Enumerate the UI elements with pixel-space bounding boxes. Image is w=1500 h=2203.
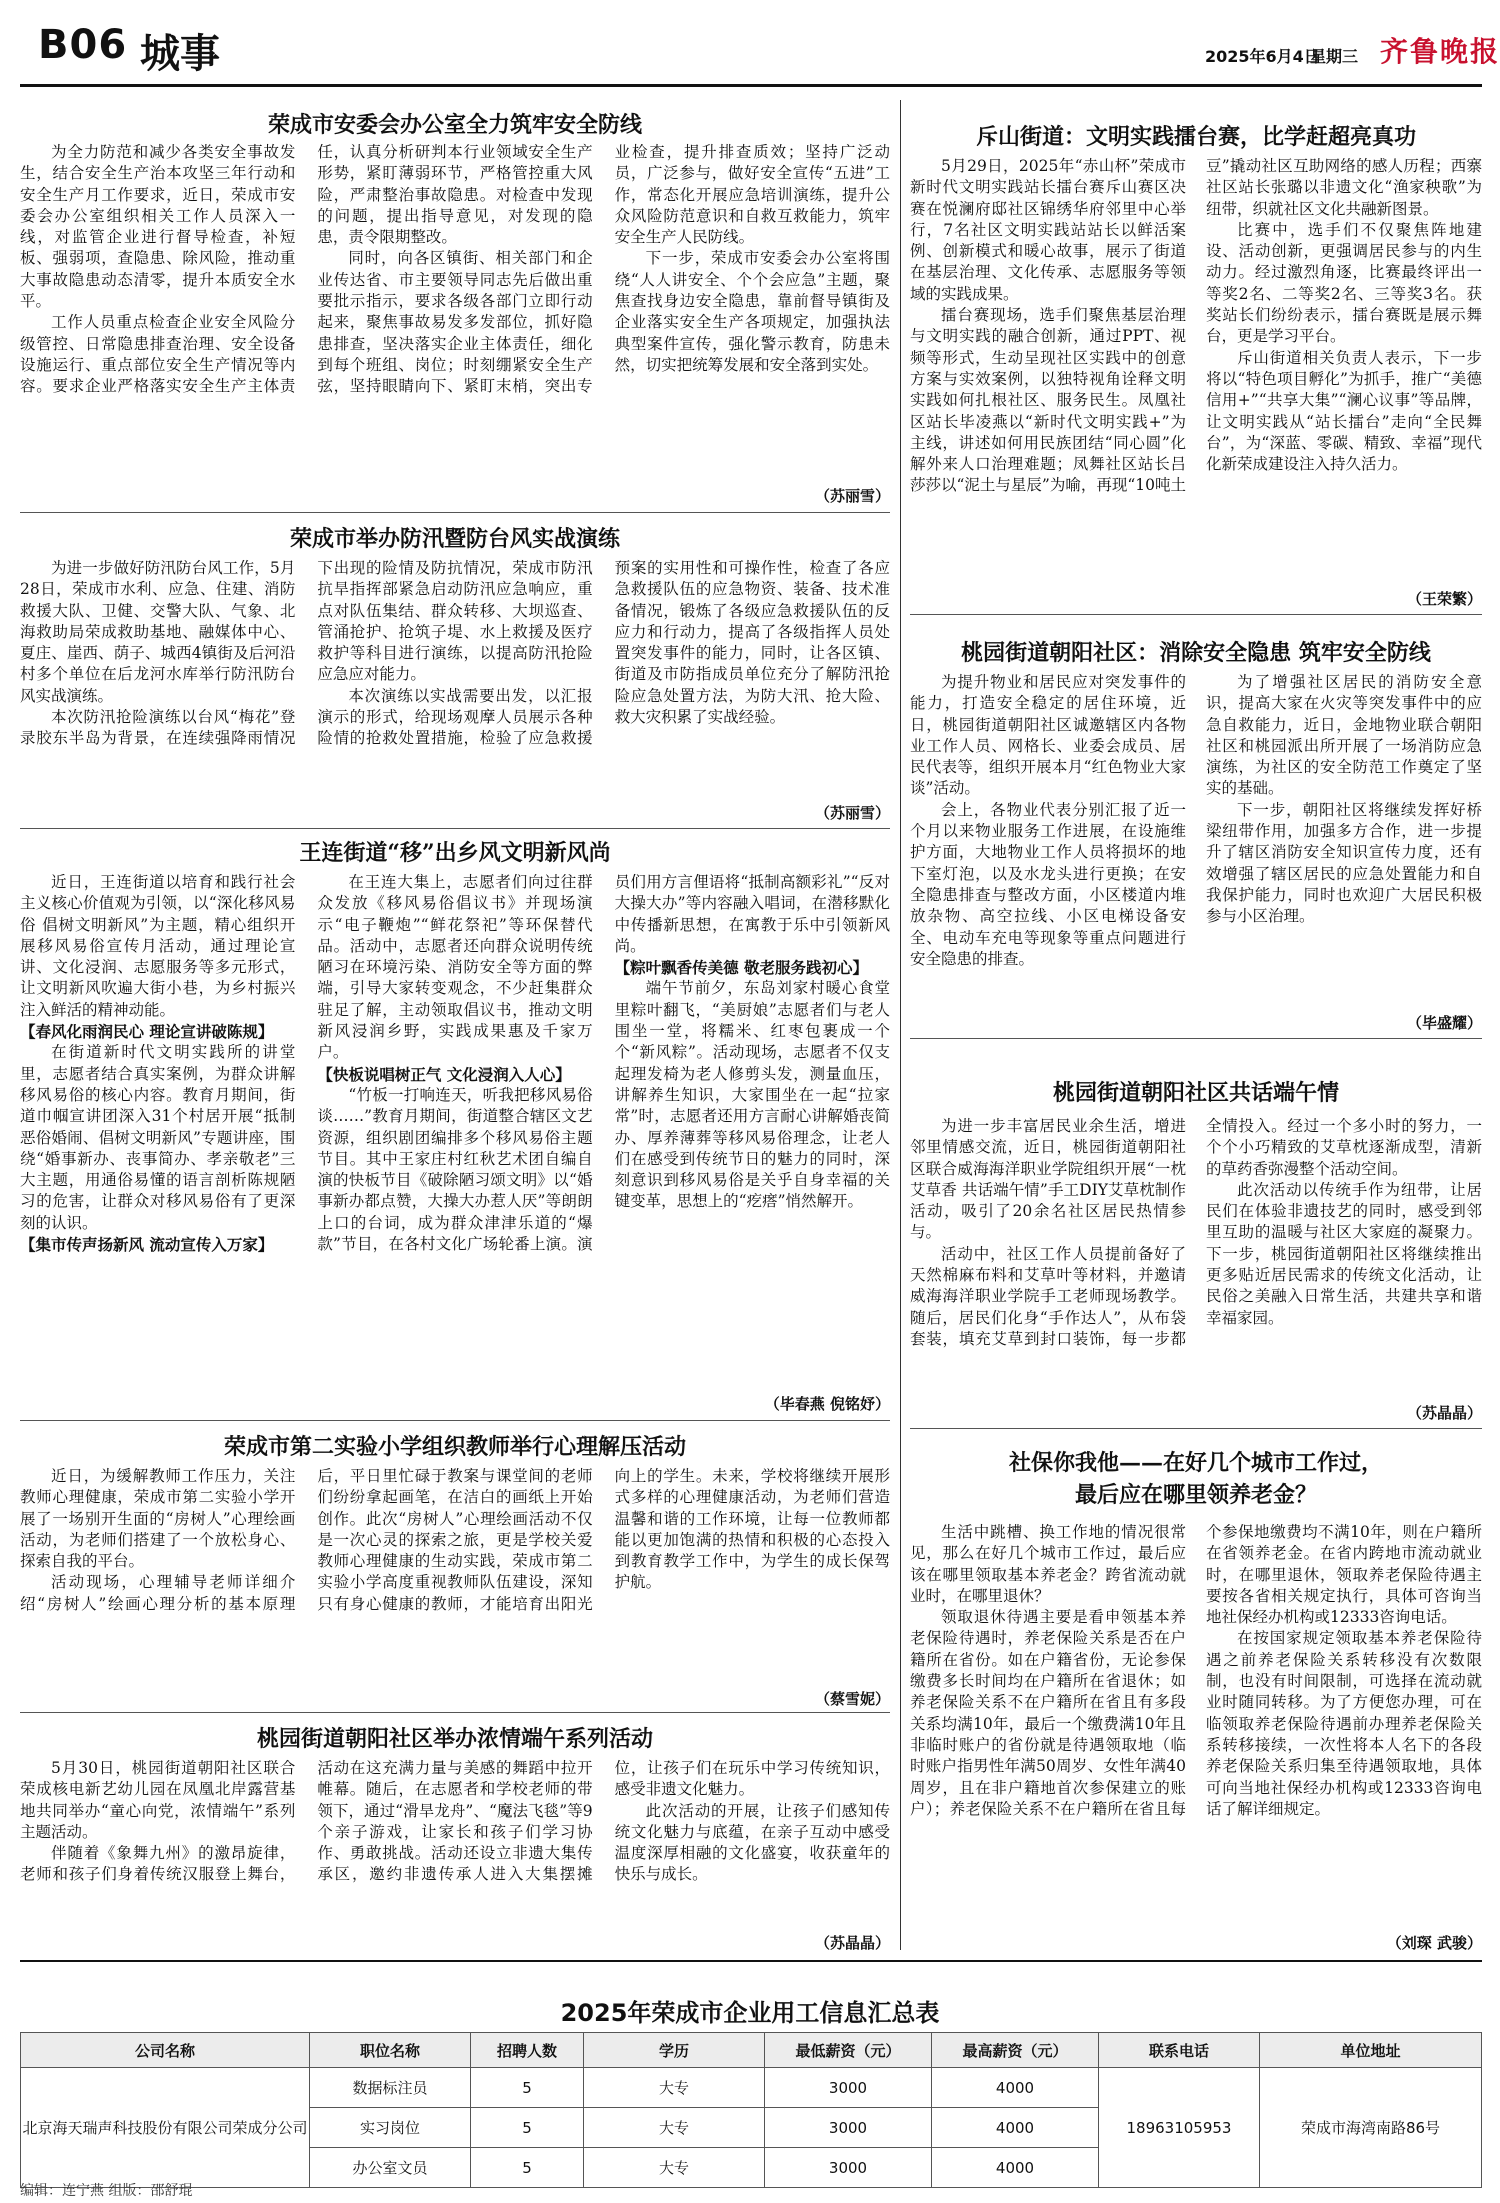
- min-salary-cell: 3000: [765, 2068, 932, 2108]
- min-salary-cell: 3000: [765, 2148, 932, 2188]
- table-header-row: [21, 2033, 1482, 2068]
- table-title: 2025年荣成市企业用工信息汇总表: [560, 1999, 940, 2027]
- article-author: （刘琛 武骏）: [1386, 1934, 1482, 1952]
- article-headline: 桃园街道朝阳社区：消除安全隐患 筑牢安全防线: [961, 640, 1431, 666]
- article-paragraph: 在王连大集上，志愿者们向过往群众发放《移风易俗倡议书》并现场演示“电子鞭炮”“鲜花祭祀”等环保替代品。活动中，志愿者还向群众说明传统陋习在环境污染、消防安全等方面的弊端，引导大家转变观念，不少赶集群众驻足了解，主动领取倡议书，推动文明新风浸润乡野，实践成果惠及千家万户。: [317, 873, 593, 1062]
- article-author: （毕盛耀）: [1406, 1014, 1482, 1032]
- article-paragraph: 5月29日，2025年“赤山杯”荣成市新时代文明实践站长擂台赛斥山赛区决赛在悦澜府邸社区锦绣华府邻里中心举行，7名社区文明实践站站长以鲜活案例、创新模式和暖心故事，展示了街道在基层治理、文化传承、志愿服务等领域的实践成果。: [910, 157, 1186, 303]
- count-cell: 5: [471, 2068, 584, 2108]
- newspaper-logo: 齐鲁晚报: [1380, 35, 1500, 68]
- article-body: [910, 1116, 1482, 1412]
- article-paragraph: 为提升物业和居民应对突发事件的能力，打造安全稳定的居住环境，近日，桃园街道朝阳社区诚邀辖区内各物业工作人员、网格长、业委会成员、居民代表等，组织开展本月“红色物业大家谈”活动。: [910, 673, 1186, 798]
- masthead-rule: [20, 84, 1482, 87]
- article-paragraph: 斥山街道相关负责人表示，下一步将以“特色项目孵化”为抓手，推广“美德信用+”“共享大集”“澜心议事”等品牌，让文明实践从“站长擂台”走向“全民舞台”，为“深蓝、零碳、精致、幸福”现代化新荣成建设注入持久活力。: [1206, 348, 1482, 474]
- article-paragraph: 为了增强社区居民的消防安全意识，提高大家在火灾等突发事件中的应急自救能力，近日，金地物业联合朝阳社区和桃园派出所开展了一场消防应急演练，为社区的安全防范工作奠定了坚实的基础。: [1206, 673, 1482, 798]
- article-divider: [20, 1712, 890, 1713]
- address-cell: 荣成市海湾南路86号: [1260, 2068, 1482, 2188]
- position-cell: 实习岗位: [310, 2108, 471, 2148]
- issue-date: 2025年6月4日: [1205, 47, 1320, 66]
- article-paragraph: 近日，为缓解教师工作压力，关注教师心理健康，荣成市第二实验小学开展了一场别开生面的“房树人”心理绘画活动，为老师们搭建了一个放松身心、探索自我的平台。: [20, 1467, 296, 1571]
- article-divider: [20, 828, 890, 829]
- table-header: 职位名称: [310, 2033, 471, 2068]
- article-paragraph: 为进一步做好防汛防台风工作，5月28日，荣成市水利、应急、住建、消防救援大队、卫健、交警大队、气象、北海救助局荣成救助基地、融媒体中心、夏庄、崖西、荫子、城西4镇街及后河沿村多个单位在后龙河水库举行防汛防台风实战演练。: [20, 559, 296, 705]
- table-header: 招聘人数: [471, 2033, 584, 2068]
- article-headline: 荣成市第二实验小学组织教师举行心理解压活动: [223, 1434, 686, 1460]
- article-headline: 桃园街道朝阳社区共话端午情: [1052, 1080, 1339, 1106]
- max-salary-cell: 4000: [932, 2068, 1099, 2108]
- count-cell: 5: [471, 2148, 584, 2188]
- article-divider: [910, 614, 1482, 615]
- article-author: （苏丽雪）: [814, 487, 890, 505]
- table-header: 联系电话: [1099, 2033, 1260, 2068]
- article-subheading: 【快板说唱树正气 文化浸润入人心】: [317, 1064, 571, 1084]
- article-body: [20, 142, 890, 508]
- article-headline: 桃园街道朝阳社区举办浓情端午系列活动: [256, 1726, 653, 1752]
- position-cell: 数据标注员: [310, 2068, 471, 2108]
- table-header: 单位地址: [1260, 2033, 1482, 2068]
- article-paragraph: 擂台赛现场，选手们聚焦基层治理与文明实践的融合创新，通过PPT、视频等形式，生动呈现社区实践中的创意方案与实效案例，以独特视角诠释文明实践如何扎根社区、服务民生。凤凰社区站长毕凌燕以“新时代文明实践+”为主线，讲述如何用民族团结“同心圆”化解外来人口治理难题；凤舞社区站长吕莎莎以“泥土与星辰”为喻，再现“10吨土豆”撬动社区互助网络的感人历程；西寨社区站长张璐以非遗文化“渔家秧歌”为纽带，织就社区文化共融新图景。: [910, 157, 1482, 495]
- article-author: （苏晶晶）: [814, 1934, 890, 1952]
- article-body: [20, 1466, 890, 1706]
- max-salary-cell: 4000: [932, 2148, 1099, 2188]
- table-header: 公司名称: [21, 2033, 310, 2068]
- table-row: [21, 2068, 1482, 2108]
- article-paragraph: 端午节前夕，东岛刘家村暖心食堂里粽叶翻飞，“美厨娘”志愿者们与老人围坐一堂，将糯米、红枣包裹成一个个“新风粽”。活动现场，志愿者不仅支起理发椅为老人修剪头发，测量血压，讲解养生知识，大家围坐在一起“拉家常”时，志愿者还用方言耐心讲解婚丧简办、厚养薄葬等移风易俗理念，让老人们在感受到传统节日的魅力的同时，深刻意识到移风易俗是关乎自身幸福的关键变革，思想上的“疙瘩”悄然解开。: [614, 979, 890, 1211]
- article-divider: [910, 1428, 1482, 1429]
- article-paragraph: 伴随着《象舞九州》的激昂旋律，老师和孩子们身着传统汉服登上舞台，活动在这充满力量与美感的舞蹈中拉开帷幕。随后，在志愿者和学校老师的带领下，通过“滑旱龙舟”、“魔法飞毯”等9个亲子游戏，让家长和孩子们学习协作、勇敢挑战。活动还设立非遗大集传承区，邀约非遗传承人进入大集摆摊位，让孩子们在玩乐中学习传统知识，感受非遗文化魅力。: [20, 1759, 890, 1884]
- article-paragraph: 为全力防范和减少各类安全事故发生，结合安全生产治本攻坚三年行动和安全生产月工作要求，近日，荣成市安委会办公室组织相关工作人员深入一线，对监管企业进行督导检查，补短板、强弱项，查隐患、除风险，推动重大事故隐患动态清零，提升本质安全水平。: [20, 143, 296, 311]
- article-body: [910, 156, 1482, 592]
- article-divider: [910, 1038, 1482, 1039]
- education-cell: 大专: [584, 2068, 765, 2108]
- page-code: B06: [38, 22, 128, 68]
- article-paragraph: 在按国家规定领取基本养老保险待遇之前养老保险关系转移没有次数限制，也没有时间限制，可选择在流动就业时随同转移。为了方便您办理，可在临领取养老保险待遇前办理养老保险关系转移接续，一次性将本人名下的各段养老保险关系归集至待遇领取地，具体可向当地社保经办机构或12333咨询电话了解详细规定。: [1206, 1629, 1482, 1818]
- article-body: [910, 1522, 1482, 1932]
- article-author: （王荣繁）: [1406, 590, 1482, 608]
- article-headline: 社保你我他——在好几个城市工作过，: [1008, 1450, 1383, 1476]
- page-credits: 编辑：连宁燕 组版：邵舒琨: [20, 2183, 193, 2199]
- article-paragraph: 此次活动的开展，让孩子们感知传统文化魅力与底蕴，在亲子互动中感受温度深厚相融的文化盛宴，收获童年的快乐与成长。: [614, 1801, 890, 1884]
- article-body: [20, 872, 890, 1404]
- company-cell: 北京海天瑞声科技股份有限公司荣成分公司: [21, 2068, 310, 2188]
- article-body: [910, 672, 1482, 1022]
- table-header: 学历: [584, 2033, 765, 2068]
- phone-cell: 18963105953: [1099, 2068, 1260, 2188]
- article-subheading: 【粽叶飘香传美德 敬老服务践初心】: [614, 958, 869, 978]
- article-paragraph: 为进一步丰富居民业余生活，增进邻里情感交流，近日，桃园街道朝阳社区联合威海海洋职业学院组织开展“一枕艾草香 共话端午情”手工DIY艾草枕制作活动，吸引了20余名社区居民热情参与。: [910, 1117, 1186, 1242]
- article-divider: [20, 512, 890, 513]
- article-paragraph: 会上，各物业代表分别汇报了近一个月以来物业服务工作进展，在设施维护方面，大地物业工作人员将损坏的地下室灯泡，以及水龙头进行更换；在安全隐患排查与整改方面，小区楼道内堆放杂物、高空拉线、小区电梯设备安全、电动车充电等现象等重点问题进行安全隐患的排查。: [910, 800, 1186, 968]
- position-cell: 办公室文员: [310, 2148, 471, 2188]
- article-headline-line2: 最后应在哪里领养老金？: [1074, 1482, 1317, 1508]
- section-title: 城事: [140, 31, 220, 77]
- article-paragraph: 生活中跳槽、换工作地的情况很常见，那么在好几个城市工作过，最后应该在哪里领取基本养老金？跨省流动就业时，在哪里退休？: [910, 1523, 1186, 1605]
- min-salary-cell: 3000: [765, 2108, 932, 2148]
- table-divider: [20, 1960, 1482, 1962]
- article-body: [20, 1758, 890, 1933]
- table-header: 最低薪资（元）: [765, 2033, 932, 2068]
- education-cell: 大专: [584, 2148, 765, 2188]
- article-paragraph: 此次活动以传统手作为纽带，让居民们在体验非遗技艺的同时，感受到邻里互助的温暖与社区大家庭的凝聚力。下一步，桃园街道朝阳社区将继续推出更多贴近居民需求的传统文化活动，让民俗之美融入日常生活，共建共享和谐幸福家园。: [1206, 1180, 1482, 1327]
- article-paragraph: 5月30日，桃园街道朝阳社区联合荣成核电新艺幼儿园在凤凰北岸露营基地共同举办“童心向党，浓情端午”系列主题活动。: [20, 1759, 296, 1841]
- column-divider: [900, 100, 901, 1950]
- article-headline: 斥山街道：文明实践擂台赛，比学赶超亮真功: [975, 124, 1416, 150]
- jobs-table: [20, 2032, 1482, 2188]
- article-headline: 王连街道“移”出乡风文明新风尚: [299, 840, 611, 866]
- article-paragraph: “竹板一打响连天，听我把移风易俗谈……”教育月期间，街道整合辖区文艺资源，组织剧团编排多个移风易俗主题节目。其中王家庄村红秋艺术团自编自演的快板节目《破除陋习颂文明》以“婚事新办都点赞，大操大办惹人厌”等朗朗上口的台词，成为群众津津乐道的“爆款”节目，在各村文化广场轮番上演。演员们用方言俚语将“抵制高额彩礼”“反对大操大办”等内容融入唱词，在潜移默化中传播新思想，在寓教于乐中引领新风尚。: [317, 873, 890, 1254]
- article-body: [20, 558, 890, 820]
- article-paragraph: 活动现场，心理辅导老师详细介绍“房树人”绘画心理分析的基本原理后，平日里忙碌于教案与课堂间的老师们纷纷拿起画笔，在洁白的画纸上开始创作。此次“房树人”心理绘画活动不仅是一次心灵的探索之旅，更是学校关爱教师心理健康的生动实践，荣成市第二实验小学高度重视教师队伍建设，深知只有身心健康的教师，才能培育出阳光向上的学生。未来，学校将继续开展形式多样的心理健康活动，为老师们营造温馨和谐的工作环境，让每一位教师都能以更加饱满的热情和积极的心态投入到教育教学工作中，为学生的成长保驾护航。: [20, 1467, 890, 1613]
- article-paragraph: 同时，向各区镇街、相关部门和企业传达省、市主要领导同志先后做出重要批示指示，要求各级各部门立即行动起来，聚焦事故易发多发部位，抓好隐患排查，坚决落实企业主体责任，细化到每个班组、岗位；时刻绷紧安全生产弦，坚持眼睛向下、紧盯末梢，突出专业检查，提升排查质效；坚持广泛动员，广泛参与，做好安全宣传“五进”工作，常态化开展应急培训演练，提升公众风险防范意识和自救互救能力，筑牢安全生产人民防线。: [317, 143, 890, 396]
- article-paragraph: 比赛中，选手们不仅聚焦阵地建设、活动创新，更强调居民参与的内生动力。经过激烈角逐，比赛最终评出一等奖2名、二等奖2名、三等奖3名。获奖站长们纷纷表示，擂台赛既是展示舞台，更是学习平台。: [1206, 220, 1482, 346]
- article-headline: 荣成市安委会办公室全力筑牢安全防线: [267, 112, 642, 138]
- count-cell: 5: [471, 2108, 584, 2148]
- article-subheading: 【集市传声扬新风 流动宣传入万家】: [20, 1235, 274, 1255]
- education-cell: 大专: [584, 2108, 765, 2148]
- article-headline: 荣成市举办防汛暨防台风实战演练: [289, 526, 620, 552]
- article-paragraph: 下一步，朝阳社区将继续发挥好桥梁纽带作用，加强多方合作，进一步提升了辖区消防安全知识宣传力度，还有效增强了辖区居民的应急处置能力和自我保护能力，同时也欢迎广大居民积极参与小区治理。: [1206, 800, 1482, 926]
- article-paragraph: 下一步，荣成市安委会办公室将围绕“人人讲安全、个个会应急”主题，聚焦查找身边安全隐患，靠前督导镇街及企业落实安全生产各项规定，加强执法典型案件宣传，强化警示教育，防患未然，切实把统筹发展和安全落到实处。: [614, 249, 890, 374]
- article-author: （苏丽雪）: [814, 804, 890, 822]
- article-paragraph: 近日，王连街道以培育和践行社会主义核心价值观为引领，以“深化移风易俗 倡树文明新风”为主题，精心组织开展移风易俗宣传月活动，通过理论宣讲、文化浸润、志愿服务等多元形式，让文明新风吹遍大街小巷，为乡村振兴注入鲜活的精神动能。: [20, 873, 296, 1019]
- article-paragraph: 在街道新时代文明实践所的讲堂里，志愿者结合真实案例，为群众讲解移风易俗的核心内容。教育月期间，街道巾帼宣讲团深入31个村居开展“抵制恶俗婚闹、倡树文明新风”专题讲座，围绕“婚事新办、丧事简办、孝亲敬老”三大主题，用通俗易懂的语言剖析陈规陋习的危害，让群众对移风易俗有了更深刻的认识。: [20, 1043, 296, 1232]
- article-author: （蔡雪妮）: [814, 1690, 890, 1708]
- max-salary-cell: 4000: [932, 2108, 1099, 2148]
- article-paragraph: 活动中，社区工作人员提前备好了天然棉麻布料和艾草叶等材料，并邀请威海海洋职业学院手工老师现场教学。随后，居民们化身“手作达人”，从布袋套装，填充艾草到封口装饰，每一步都全情投入。经过一个多小时的努力，一个个小巧精致的艾草枕逐渐成型，清新的草药香弥漫整个活动空间。: [910, 1117, 1482, 1348]
- article-author: （苏晶晶）: [1406, 1404, 1482, 1422]
- article-paragraph: 领取退休待遇主要是看申领基本养老保险待遇时，养老保险关系是否在户籍所在省份。如在户籍省份，无论参保缴费多长时间均在户籍所在省退休；如养老保险关系不在户籍所在省且有多段关系均满10年，最后一个缴费满10年且非临时账户的省份就是待遇领取地（临时账户指男性年满50周岁、女性年满40周岁，且在非户籍地首次参保建立的账户）；养老保险关系不在户籍所在省且每个参保地缴费均不满10年，则在户籍所在省领养老金。在省内跨地市流动就业时，在哪里退休，领取养老保险待遇主要按各省相关规定执行，具体可咨询当地社保经办机构或12333咨询电话。: [910, 1523, 1482, 1818]
- issue-weekday: 星期三: [1310, 47, 1359, 66]
- table-header: 最高薪资（元）: [932, 2033, 1099, 2068]
- article-paragraph: 工作人员重点检查企业安全风险分级管控、日常隐患排查治理、安全设备设施运行、重点部位安全生产情况等内容。要求企业严格落实安全生产主体责任，认真分析研判本行业领域安全生产形势，紧盯薄弱环节，严格管控重大风险，严肃整治事故隐患。对检查中发现的问题，提出指导意见，对发现的隐患，责令限期整改。: [20, 143, 593, 396]
- article-subheading: 【春风化雨润民心 理论宣讲破陈规】: [20, 1022, 274, 1042]
- article-paragraph: 本次防汛抢险演练以台风“梅花”登录胶东半岛为背景，在连续强降雨情况下出现的险情及防抗情况，荣成市防汛抗旱指挥部紧急启动防汛应急响应，重点对队伍集结、群众转移、大坝巡查、管涌抢护、抢筑子堤、水上救援及医疗救护等科目进行演练，以提高防汛抢险应急应对能力。: [20, 559, 593, 748]
- article-author: （毕春燕 倪铭妤）: [764, 1395, 890, 1413]
- article-divider: [20, 1420, 890, 1421]
- article-paragraph: 本次演练以实战需要出发，以汇报演示的形式，给现场观摩人员展示各种险情的抢救处置措施，检验了应急救援预案的实用性和可操作性，检查了各应急救援队伍的应急物资、装备、技术准备情况，锻炼了各级应急救援队伍的反应力和行动力，提高了各级指挥人员处置突发事件的能力，同时，让各区镇、街道及市防指成员单位充分了解防汛抢险应急处置方法，为防大汛、抢大险、救大灾积累了实战经验。: [317, 559, 890, 748]
